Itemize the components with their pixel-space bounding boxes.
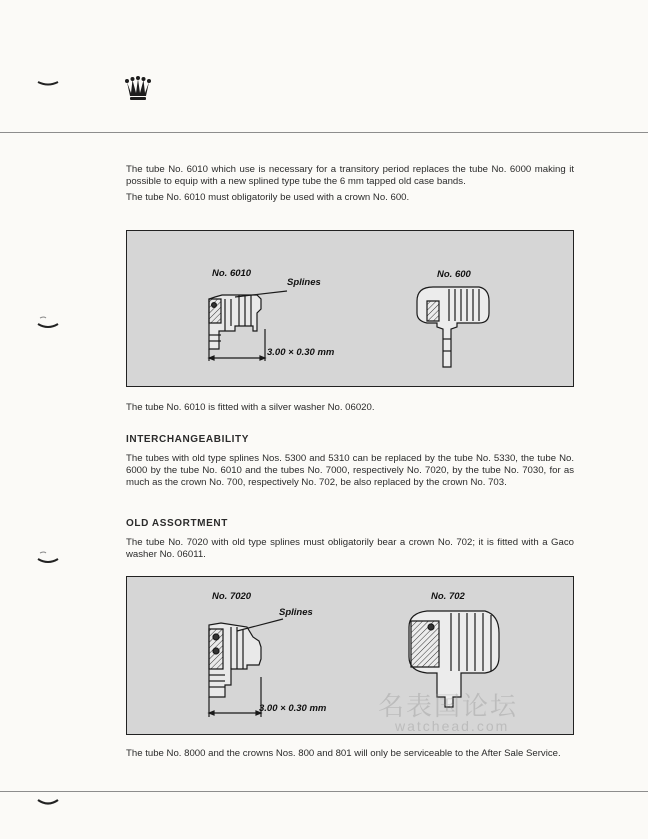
punch-hole-mark	[36, 796, 60, 808]
splines-label: Splines	[279, 607, 313, 618]
top-rule	[0, 132, 648, 133]
tube-6010-label: No. 6010	[212, 268, 252, 279]
dimension-label: 3.00 × 0.30 mm	[259, 703, 327, 714]
dimension-label: 3.00 × 0.30 mm	[267, 347, 335, 358]
crown-702-label: No. 702	[431, 591, 465, 602]
heading-interchangeability: INTERCHANGEABILITY	[126, 434, 250, 445]
paragraph-1: The tube No. 6010 which use is necessary for a transitory period replaces the tube No. 6000 making it possible to equip with a new splined type tube the 6 mm tapped old case bands.	[126, 164, 574, 188]
paragraph-6: The tube No. 8000 and the crowns Nos. 800 and 801 will only be serviceable to the After Sale Service.	[126, 748, 561, 759]
figure-tube-6010	[126, 230, 574, 387]
paragraph-5: The tube No. 7020 with old type splines must obligatorily bear a crown No. 702; it is fitted with a Gaco washer No. 06011.	[126, 537, 574, 561]
punch-hole-mark	[36, 316, 60, 330]
punch-hole-mark	[36, 78, 60, 88]
watermark-site: watchead.com	[395, 718, 510, 734]
crown-logo-icon	[124, 76, 152, 104]
punch-hole-mark	[36, 551, 60, 565]
paragraph-2: The tube No. 6010 must obligatorily be used with a crown No. 600.	[126, 192, 410, 203]
paragraph-3: The tube No. 6010 is fitted with a silver washer No. 06020.	[126, 402, 375, 413]
watermark-chinese: 名表国论坛	[378, 691, 519, 721]
splines-label: Splines	[287, 277, 321, 288]
heading-old-assortment: OLD ASSORTMENT	[126, 518, 228, 529]
crown-600-drawing	[417, 287, 489, 367]
bottom-rule	[0, 791, 648, 792]
crown-600-label: No. 600	[437, 269, 471, 280]
tube-7020-label: No. 7020	[212, 591, 252, 602]
paragraph-4: The tubes with old type splines Nos. 5300 and 5310 can be replaced by the tube No. 5330, the tube No. 6000 by the tube No. 6010 and the tubes No. 7000, respectively No. 7020, by the tube No. 7030, for as much as the crown No. 700, respectively No. 702, be also replaced by the crown No. 703.	[126, 453, 574, 489]
